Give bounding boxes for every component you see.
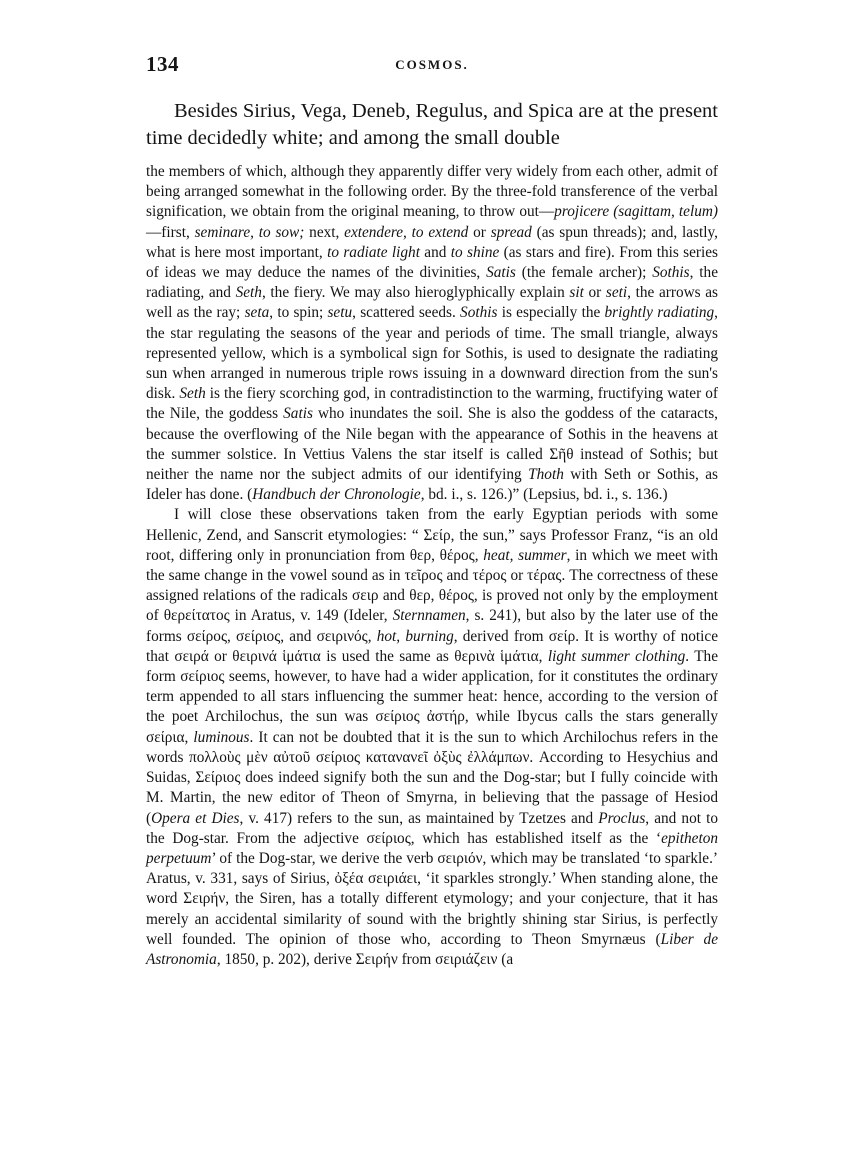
italic-text: hot, burning [376, 627, 454, 645]
italic-text: Handbuch der Chronologie [252, 486, 421, 504]
text-run: (as spun threads); and, lastly, what is here most important, [146, 223, 718, 261]
text-run: with Seth or Sothis, as Ideler has done. ( [146, 466, 718, 504]
italic-text: Thoth [528, 466, 564, 484]
italic-text: to radiate light [327, 243, 420, 261]
text-run: and [419, 243, 451, 261]
italic-text: luminous [193, 728, 250, 746]
text-run: I will close these observations taken from the early Egyptian periods with some Hellenic, Zend, and Sanscrit etymologies: “ Σείρ, the sun,” says Professor Franz, “is an old root, differing only in pronunciation from θερ, θέρος, [146, 506, 718, 564]
italic-text: extendere, to extend [344, 223, 469, 241]
text-run: , the star regulating the seasons of the year and periods of time. The small triangle, always represented yellow, which is a symbolical sign for Sothis, is used to designate the radiating sun when arranged in numerous triple rows issuing in a downward direction from the sun's disk. [146, 304, 718, 403]
text-run: , and not to the Dog-star. From the adjective σείριος, which has established itself as the ‘ [146, 809, 718, 847]
text-run: , 1850, p. 202), derive Σειρήν from σειριάζειν (a [216, 950, 514, 968]
page-number: 134 [146, 52, 179, 76]
running-head: COSMOS. [395, 57, 469, 72]
text-run: , v. 417) refers to the sun, as maintained by Tzetzes and [239, 809, 599, 827]
italic-text: to shine [450, 243, 500, 261]
italic-text: seta [244, 304, 270, 322]
footnote-paragraph-1 [146, 162, 718, 505]
text-run: ’ of the Dog-star, we derive the verb σειριόν, which may be translated ‘to sparkle.’ Aratus, v. 331, says of Sirius, ὀξέα σειριάει, ‘it sparkles strongly.’ When standing alone, the word Σειρήν, the Siren, has a totally different etymology; and your conjecture, that it has merely an accidental similarity of sound with the brightly shining star Sirius, is perfectly well founded. The opinion of those who, according to Theon Smyrnæus ( [146, 849, 718, 948]
italic-text: sit [569, 284, 584, 302]
italic-text: Proclus [598, 809, 646, 827]
text-run: , the arrows as well as the ray; [146, 284, 718, 322]
italic-text: light summer clothing [547, 647, 686, 665]
page-header [146, 52, 718, 82]
text-run: , the radiating, and [146, 264, 718, 302]
italic-text: Satis [486, 264, 516, 282]
italic-text: Seth [235, 284, 262, 302]
text-run: , in which we meet with the same change in the vowel sound as in τεῖρος and τέρος or τέρας. The correctness of these assigned relations of the radicals σειρ and θερ, θέρος, is proved not only by the employment of θερείτατος in Aratus, v. 149 (Ideler, [146, 546, 718, 625]
italic-text: spread [490, 223, 532, 241]
italic-text: Sothis [652, 264, 690, 282]
text-run: is especially the [497, 304, 605, 322]
italic-text: brightly radiating [604, 304, 715, 322]
body-text [146, 98, 718, 970]
italic-text: Sothis [460, 304, 498, 322]
italic-text: Satis [283, 405, 313, 423]
text-run: —first, [146, 223, 195, 241]
text-run: who inundates the soil. She is also the goddess of the cataracts, because the overflowing of the Nile began with the appearance of Sothis in the heavens at the summer solstice. In Vettius Valens the star itself is called Σῆθ instead of Sothis; but neither the name nor the subject admits of our identifying [146, 405, 718, 484]
italic-text: Opera et Dies [151, 809, 240, 827]
text-run: (as stars and fire). From this series of ideas we may deduce the names of the divinities, [146, 243, 718, 282]
italic-text: setu [327, 304, 353, 322]
italic-text: seti [605, 284, 628, 302]
italic-text: heat, summer [483, 546, 567, 564]
italic-text: epitheton perpetuum [146, 829, 718, 867]
italic-text: projicere (sagittam, telum) [554, 203, 718, 221]
text-run: (the female archer); [515, 264, 653, 282]
main-paragraph: Besides Sirius, Vega, Deneb, Regulus, and Spica are at the present time decidedly white; and among the small double [146, 100, 718, 149]
footnote-paragraph-2 [146, 505, 718, 970]
italic-text: Liber de Astronomia [146, 930, 718, 968]
text-run: . The form σείριος seems, however, to have had a wider application, for it constitutes the ordinary term appended to all stars influencing the summer heat: hence, according to the version of the poet Archilochus, the sun was σείριος ἀστήρ, while Ibycus calls the stars generally σείρια, [146, 647, 718, 746]
text-run: , bd. i., s. 126.)” (Lepsius, bd. i., s. 136.) [420, 486, 668, 504]
text-run: , to spin; [269, 304, 328, 322]
text-run: next, [304, 223, 345, 241]
text-run: , s. 241), but also by the later use of the forms σείρος, σείριος, and σειρινός, [146, 607, 719, 645]
text-run: . It can not be doubted that it is the sun to which Archilochus refers in the words πολλοὺς μὲν αὐτοῦ σείριος κατανανεῖ ὀξὺς ἐλλάμπων. According to Hesychius and Suidas, Σείριος does indeed signify both the sun and the Dog-star; but I fully coincide with M. Martin, the new editor of Theon of Smyrna, in believing that the passage of Hesiod ( [146, 728, 718, 827]
text-run: , the fiery. We may also hieroglyphically explain [261, 284, 570, 302]
italic-text: Sternnamen [392, 607, 466, 625]
text-run: , scattered seeds. [352, 304, 461, 322]
italic-text: seminare, to sow; [194, 223, 305, 241]
italic-text: Seth [179, 385, 206, 403]
text-run: , derived from σείρ. It is worthy of notice that σειρά or θειρινά ἱμάτια is used the same as θερινὰ ἱμάτια, [146, 627, 719, 665]
text-run: is the fiery scorching god, in contradistinction to the warming, fructifying water of the Nile, the goddess [146, 385, 718, 423]
text-run: the members of which, although they apparently differ very widely from each other, admit of being arranged somewhat in the following order. By the three-fold transference of the verbal signification, we obtain from the original meaning, to throw out— [146, 163, 718, 221]
text-run: or [468, 223, 491, 241]
text-run: or [583, 284, 606, 302]
